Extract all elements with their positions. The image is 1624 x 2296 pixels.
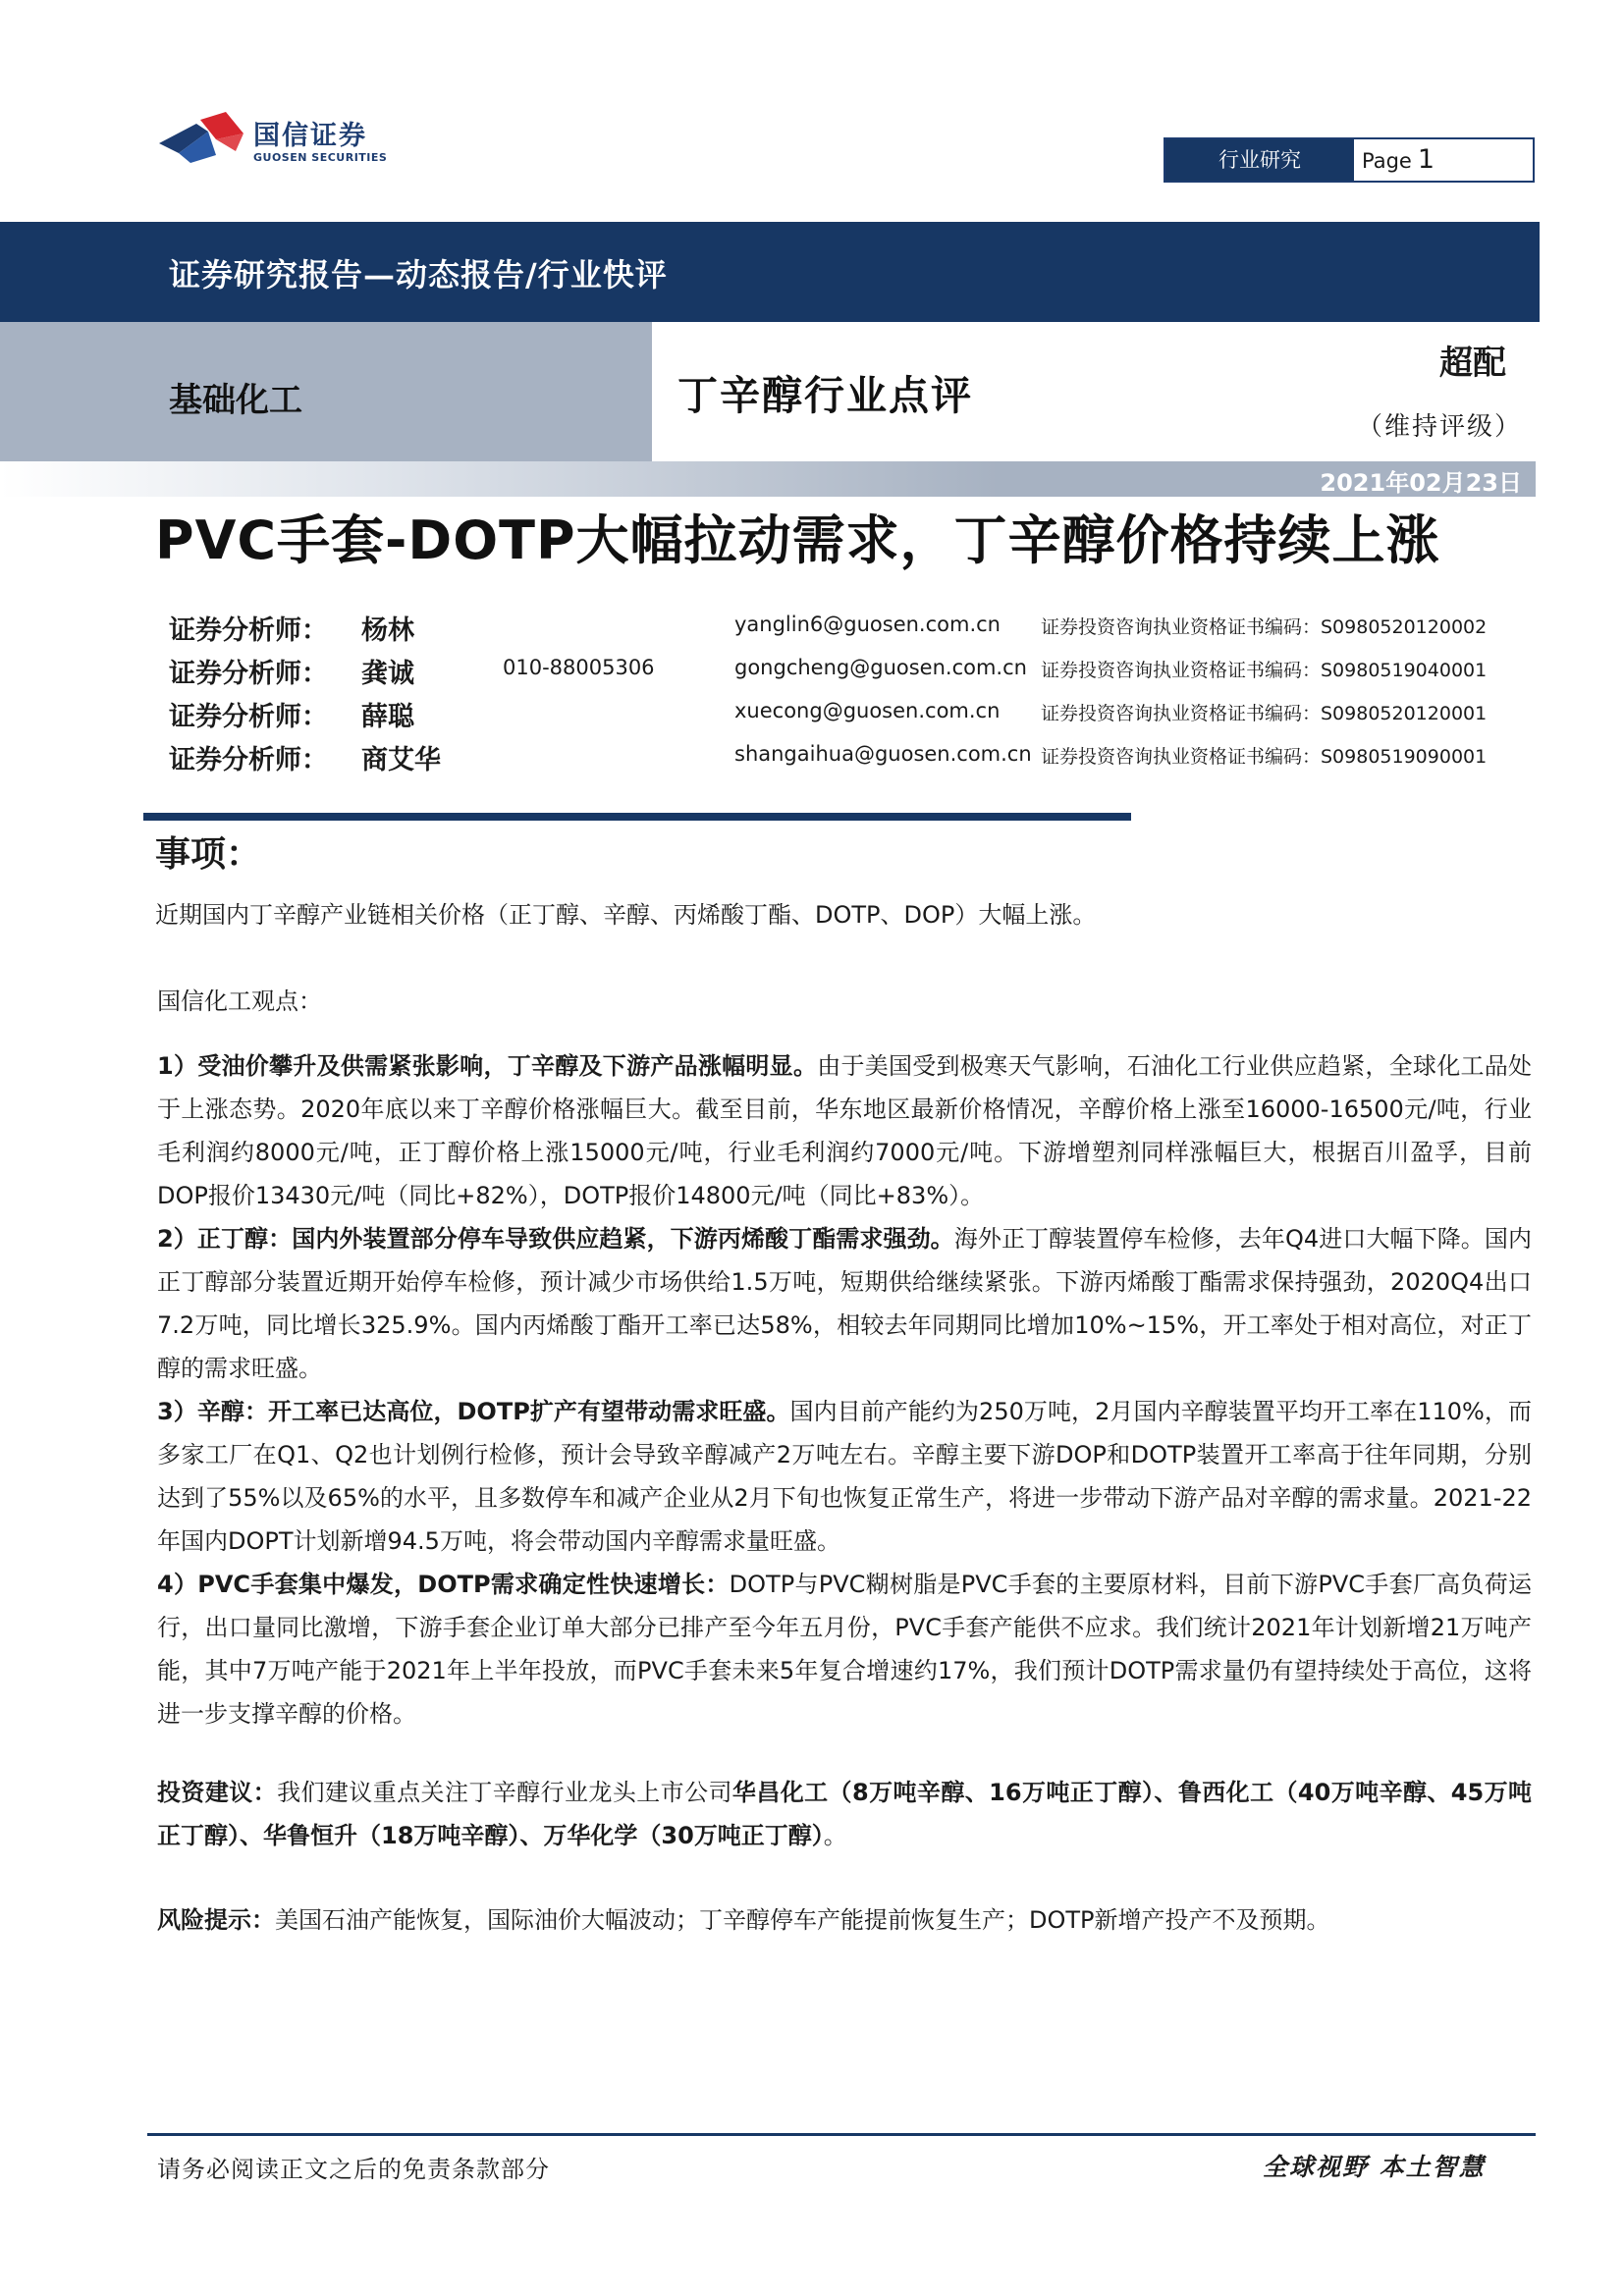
section-divider — [143, 813, 1131, 821]
analyst-label: 证券分析师： — [169, 615, 328, 646]
category-tag: 行业研究 — [1165, 139, 1354, 181]
analyst-email[interactable]: xuecong@guosen.com.cn — [734, 699, 1001, 722]
analyst-email[interactable]: shangaihua@guosen.com.cn — [734, 742, 1032, 766]
footer-disclaimer: 请务必阅读正文之后的免责条款部分 — [157, 2156, 550, 2183]
analyst-name: 杨林 — [361, 615, 414, 646]
analyst-row — [169, 652, 1543, 695]
report-type: 证券研究报告—动态报告/行业快评 — [169, 256, 668, 294]
page-title: PVC手套-DOTP大幅拉动需求，丁辛醇价格持续上涨 — [155, 509, 1440, 571]
analyst-cert: 证券投资咨询执业资格证书编码：S0980519040001 — [1041, 660, 1488, 681]
viewpoint-text: 由于美国受到极寒天气影响，石油化工行业供应趋紧，全球化工品处于上涨态势。2020年底以来丁辛醇价格涨幅巨大。截至目前，华东地区最新价格情况，辛醇价格上涨至16000-16500元/吨，行业毛利润约8000元/吨，正丁醇价格上涨15000元/吨，行业毛利润约7000元/吨。下游增塑剂同样涨幅巨大，根据百川盈孚，目前DOP报价13430元/吨（同比+82%），DOTP报价14800元/吨（同比+83%）。 — [157, 1052, 1532, 1209]
viewpoint-lead: 4）PVC手套集中爆发，DOTP需求确定性快速增长： — [157, 1571, 730, 1598]
viewpoint-list — [157, 1044, 1532, 1735]
view-heading: 国信化工观点： — [157, 988, 322, 1015]
viewpoint-text: DOTP与PVC糊树脂是PVC手套的主要原材料，目前下游PVC手套厂高负荷运行，出口量同比激增，下游手套企业订单大部分已排产至今年五月份，PVC手套产能供不应求。我们统计2021年计划新增21万吨产能，其中7万吨产能于2021年上半年投放，而PVC手套未来5年复合增速约17%，我们预计DOTP需求量仍有望持续处于高位，这将进一步支撑辛醇的价格。 — [157, 1571, 1532, 1728]
viewpoint-lead: 1）受油价攀升及供需紧张影响，丁辛醇及下游产品涨幅明显。 — [157, 1052, 818, 1080]
report-date: 2021年02月23日 — [1320, 469, 1522, 497]
viewpoint-lead: 3）辛醇：开工率已达高位，DOTP扩产有望带动需求旺盛。 — [157, 1398, 790, 1425]
invest-end: 。 — [823, 1822, 847, 1849]
analyst-label: 证券分析师： — [169, 745, 328, 775]
viewpoint-paragraph — [157, 1390, 1532, 1563]
header-tag-box — [1164, 137, 1535, 183]
page-number: 1 — [1417, 144, 1435, 175]
risk-label: 风险提示： — [157, 1906, 275, 1934]
analyst-label: 证券分析师： — [169, 659, 328, 689]
report-type-band — [0, 222, 1540, 322]
section-heading: 事项： — [155, 833, 262, 875]
industry-name: 基础化工 — [169, 381, 302, 420]
analyst-email[interactable]: yanglin6@guosen.com.cn — [734, 613, 1001, 636]
risk-text: 美国石油产能恢复，国际油价大幅波动；丁辛醇停车产能提前恢复生产；DOTP新增产投产不及预期。 — [275, 1906, 1330, 1934]
viewpoint-lead: 2）正丁醇：国内外装置部分停车导致供应趋紧，下游丙烯酸丁酯需求强劲。 — [157, 1225, 954, 1253]
industry-block — [0, 322, 652, 479]
rating-value: 超配 — [1439, 344, 1506, 383]
guosen-logo-icon — [157, 112, 247, 167]
analyst-phone: 010-88005306 — [503, 656, 655, 679]
analyst-name: 薛聪 — [361, 702, 414, 732]
viewpoint-text: 国内目前产能约为250万吨，2月国内辛醇装置平均开工率在110%，而多家工厂在Q1、Q2也计划例行检修，预计会导致辛醇减产2万吨左右。辛醇主要下游DOP和DOTP装置开工率高于往年同期，分别达到了55%以及65%的水平，且多数停车和减产企业从2月下旬也恢复正常生产，将进一步带动下游产品对辛醇的需求量。2021-22年国内DOPT计划新增94.5万吨，将会带动国内辛醇需求量旺盛。 — [157, 1398, 1532, 1555]
rating-note: （维持评级） — [1357, 412, 1523, 442]
viewpoint-paragraph — [157, 1217, 1532, 1390]
footer-slogan: 全球视野 本土智慧 — [1263, 2153, 1486, 2181]
analyst-email[interactable]: gongcheng@guosen.com.cn — [734, 656, 1027, 679]
analyst-cert: 证券投资咨询执业资格证书编码：S0980520120002 — [1041, 616, 1488, 638]
analyst-row — [169, 738, 1543, 781]
analyst-name: 龚诚 — [361, 659, 414, 689]
logo-name-cn: 国信证券 — [253, 121, 367, 151]
analyst-cert: 证券投资咨询执业资格证书编码：S0980520120001 — [1041, 703, 1488, 724]
viewpoint-paragraph — [157, 1563, 1532, 1735]
footer-divider — [147, 2133, 1536, 2136]
analyst-list — [169, 609, 1543, 781]
analyst-row — [169, 609, 1543, 652]
analyst-cert: 证券投资咨询执业资格证书编码：S0980519090001 — [1041, 746, 1488, 768]
intro-text: 近期国内丁辛醇产业链相关价格（正丁醇、辛醇、丙烯酸丁酯、DOTP、DOP）大幅上涨。 — [155, 901, 1097, 929]
analyst-name: 商艾华 — [361, 745, 441, 775]
investment-advice — [157, 1771, 1532, 1857]
page-indicator — [1362, 139, 1435, 181]
risk-warning — [157, 1898, 1330, 1942]
company-logo — [157, 110, 393, 169]
invest-text: 我们建议重点关注丁辛醇行业龙头上市公司 — [277, 1779, 732, 1806]
page-label: Page — [1362, 149, 1412, 173]
viewpoint-text: 海外正丁醇装置停车检修，去年Q4进口大幅下降。国内正丁醇部分装置近期开始停车检修，预计减少市场供给1.5万吨，短期供给继续紧张。下游丙烯酸丁酯需求保持强劲，2020Q4出口7.2万吨，同比增长325.9%。国内丙烯酸丁酯开工率已达58%，相较去年同期同比增加10%~15%，开工率处于相对高位，对正丁醇的需求旺盛。 — [157, 1225, 1532, 1382]
invest-picks: 华昌化工（8万吨辛醇、16万吨正丁醇）、鲁西化工（40万吨辛醇、45万吨正丁醇）、华鲁恒升（18万吨辛醇）、万华化学（30万吨正丁醇） — [157, 1779, 1532, 1849]
analyst-label: 证券分析师： — [169, 702, 328, 732]
report-subtitle: 丁辛醇行业点评 — [677, 372, 973, 419]
date-bar — [0, 461, 1536, 497]
logo-name-en: GUOSEN SECURITIES — [253, 151, 388, 164]
viewpoint-paragraph — [157, 1044, 1532, 1217]
invest-label: 投资建议： — [157, 1779, 278, 1806]
analyst-row — [169, 695, 1543, 738]
